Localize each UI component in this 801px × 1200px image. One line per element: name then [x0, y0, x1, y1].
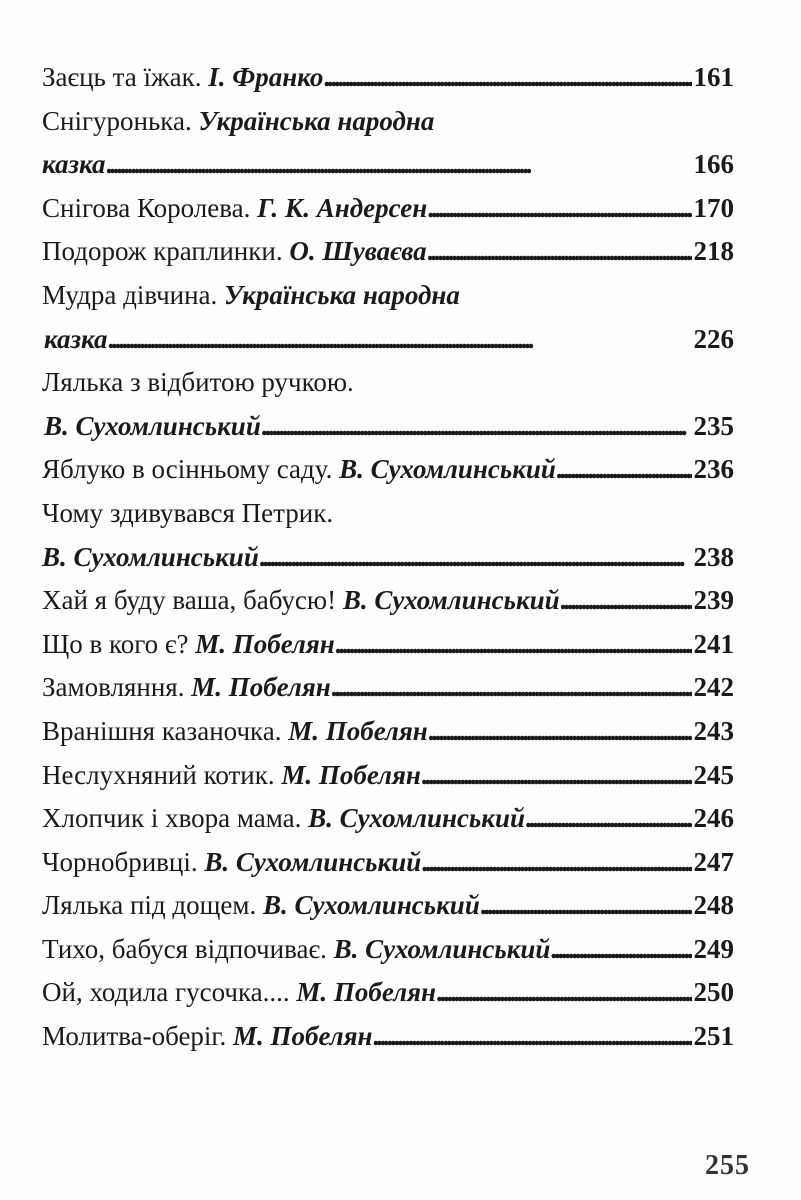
toc-entry-title: Снігова Королева.: [42, 192, 251, 223]
toc-entry-title: Хлопчик і хвора мама.: [42, 803, 302, 834]
toc-entry-title: Чому здивувався Петрик.: [42, 497, 334, 528]
toc-entry-page: 248: [693, 890, 734, 921]
toc-entry-continuation: [42, 318, 734, 362]
toc-entry-author: Українська народна: [198, 105, 435, 136]
toc-entry-page: 247: [693, 846, 734, 877]
dot-leader: [335, 623, 692, 667]
toc-entry-title: Яблуко в осінньому саду.: [42, 454, 333, 485]
toc-entry-author: В. Сухомлинський: [333, 933, 551, 964]
toc-entry-title: Хай я буду ваша, бабусю!: [42, 585, 337, 616]
dot-leader: [108, 318, 692, 362]
toc-entry: [42, 56, 734, 100]
dot-leader: [480, 884, 692, 928]
toc-entry: [42, 754, 734, 798]
toc-entry: [42, 971, 734, 1015]
toc-entry-author: М. Побелян: [296, 977, 436, 1008]
dot-leader: [550, 928, 691, 972]
toc-entry-title: Замовляння.: [42, 672, 185, 703]
toc-entry-title: Подорож краплинки.: [42, 236, 283, 267]
toc-entry-page: 242: [693, 672, 734, 703]
toc-entry-author: М. Побелян: [288, 715, 428, 746]
toc-entry-author: В. Сухомлинський: [263, 890, 480, 921]
dot-leader: [323, 56, 691, 100]
toc-entry-page: 241: [693, 628, 734, 659]
dot-leader: [427, 230, 692, 274]
toc-entry-title: Молитва-оберіг.: [42, 1021, 227, 1052]
dot-leader: [556, 448, 692, 492]
toc-entry-page: 235: [693, 410, 734, 441]
toc-entry-page: 226: [693, 323, 734, 354]
toc-entry-title: Ой, ходила гусочка....: [42, 977, 290, 1008]
dot-leader: [560, 579, 692, 623]
toc-entry: [42, 666, 734, 710]
toc-entry: [42, 492, 734, 536]
toc-entry-title: Мудра дівчина.: [42, 279, 218, 310]
dot-leader: [259, 536, 692, 580]
toc-entry-author: М. Побелян: [195, 628, 335, 659]
dot-leader: [261, 405, 692, 449]
toc-entry: [42, 274, 734, 318]
toc-entry: [42, 928, 734, 972]
toc-entry-title: Снігуронька.: [42, 105, 192, 136]
toc-entry-author: Українська народна: [224, 279, 460, 310]
toc-entry-continuation: [42, 536, 734, 580]
toc-entry: [42, 1015, 734, 1059]
toc-entry-author: В. Сухомлинський: [339, 454, 556, 485]
toc-entry-author: І. Франко: [208, 62, 324, 92]
toc-entry-author: О. Шуваєва: [289, 236, 427, 267]
page-number: 255: [705, 1150, 750, 1181]
toc-entry-title: Лялька з відбитою ручкою.: [42, 367, 354, 398]
toc-entry: [42, 884, 734, 928]
dot-leader: [428, 710, 692, 754]
toc-entry-author: казка: [42, 149, 106, 180]
toc-entry-title: Вранішня казаночка.: [42, 715, 282, 746]
toc-entry-page: 218: [693, 236, 734, 267]
toc-entry-continuation: [42, 405, 734, 449]
dot-leader: [421, 754, 692, 798]
toc-entry: [42, 623, 734, 667]
toc-entry-title: Тихо, бабуся відпочиває.: [42, 933, 327, 964]
toc-entry-page: 251: [693, 1021, 734, 1052]
toc-entry: [42, 448, 734, 492]
toc-entry-page: 236: [693, 454, 734, 485]
toc-entry-author: М. Побелян: [191, 672, 331, 703]
toc-entry: [42, 100, 734, 144]
toc-entry: [42, 230, 734, 274]
dot-leader: [373, 1015, 692, 1059]
toc-entry-author: казка: [44, 323, 108, 354]
toc-entry: [42, 187, 734, 231]
toc-entry-continuation: [42, 143, 734, 187]
toc-entry: [42, 841, 734, 885]
toc-entry-page: 249: [693, 933, 734, 964]
dot-leader: [106, 143, 692, 187]
toc-entry: [42, 361, 734, 405]
toc-entry-page: 238: [693, 541, 734, 572]
toc-entry-author: В. Сухомлинський: [44, 410, 261, 441]
toc-entry-page: 239: [693, 585, 734, 616]
toc-entry-title: Заєць та їжак.: [42, 62, 202, 92]
toc-entry-title: Чорнобривці.: [42, 846, 198, 877]
dot-leader: [525, 797, 692, 841]
toc-entry: [42, 579, 734, 623]
toc-entry-page: 170: [693, 192, 734, 223]
table-of-contents: [42, 56, 734, 1059]
toc-entry-page: 243: [693, 715, 734, 746]
toc-entry: [42, 710, 734, 754]
toc-entry-page: 161: [693, 62, 734, 92]
dot-leader: [427, 187, 691, 231]
dot-leader: [421, 841, 691, 885]
toc-entry-author: В. Сухомлинський: [308, 803, 525, 834]
toc-entry-author: В. Сухомлинський: [204, 846, 422, 877]
toc-entry-title: Лялька під дощем.: [42, 890, 257, 921]
toc-entry-author: Г. К. Андерсен: [257, 192, 428, 223]
toc-entry-title: Неслухняний котик.: [42, 759, 275, 790]
toc-entry-page: 166: [693, 149, 734, 180]
toc-entry-page: 245: [693, 759, 734, 790]
dot-leader: [331, 666, 692, 710]
dot-leader: [436, 971, 692, 1015]
toc-entry-author: М. Побелян: [232, 1021, 373, 1052]
toc-entry-page: 246: [693, 803, 734, 834]
toc-entry-author: М. Побелян: [281, 759, 421, 790]
toc-entry-author: В. Сухомлинський: [342, 585, 560, 616]
toc-entry-author: В. Сухомлинський: [42, 541, 259, 572]
toc-entry-title: Що в кого є?: [42, 628, 189, 659]
toc-entry: [42, 797, 734, 841]
toc-entry-page: 250: [693, 977, 734, 1008]
